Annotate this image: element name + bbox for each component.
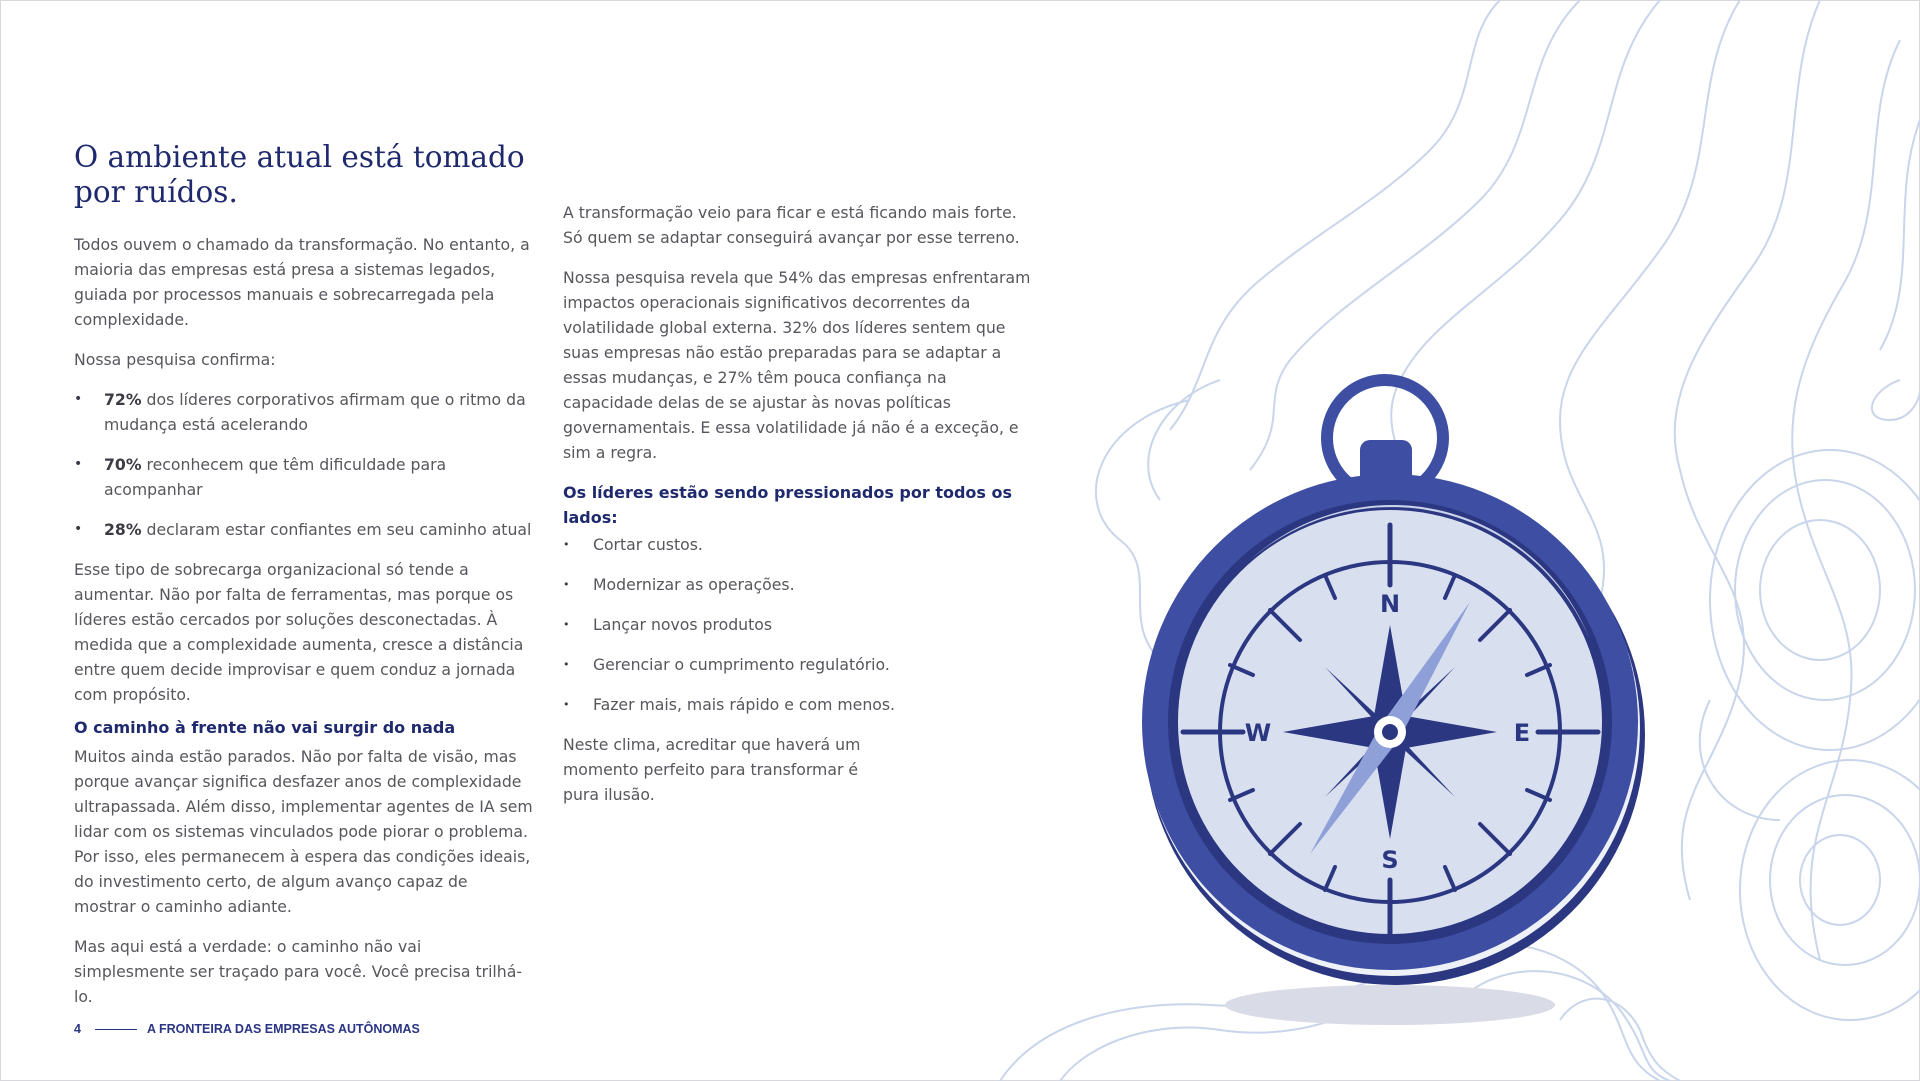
page-number: 4: [74, 1022, 81, 1036]
bullet-icon: •: [74, 391, 83, 407]
pressure-item: [563, 612, 1033, 637]
compass-south-label: S: [1381, 846, 1399, 874]
bullet-icon: •: [563, 618, 570, 631]
stat-value: 72%: [104, 390, 142, 409]
compass-west-label: W: [1244, 719, 1272, 747]
page-title: O ambiente atual está tomado por ruídos.: [74, 140, 525, 209]
research-paragraph: Nossa pesquisa revela que 54% das empresas enfrentaram impactos operacionais significativos decorrentes da volatilidade global externa. 32% dos líderes sentem que suas empresas não estão preparadas para se adaptar a essas mudanças, e 27% têm pouca confiança na capacidade delas de se ajustar às novas políticas governamentais. E essa volatilidade já não é a exceção, e sim a regra.: [563, 268, 1031, 462]
stat-value: 28%: [104, 520, 142, 539]
compass-east-label: E: [1513, 719, 1531, 747]
research-lead: Nossa pesquisa confirma:: [74, 350, 276, 369]
pressure-item: [563, 532, 1033, 557]
stat-item: [74, 387, 534, 437]
pressure-text: Lançar novos produtos: [593, 615, 773, 634]
stats-list: [74, 387, 534, 542]
intro-paragraph: Todos ouvem o chamado da transformação. No entanto, a maioria das empresas está presa a sistemas legados, guiada por processos manuais e sobrecarregada pela complexidade.: [74, 235, 530, 329]
pressure-list: [563, 532, 1033, 717]
stat-text: declaram estar confiantes em seu caminho atual: [141, 520, 532, 539]
page-footer: [74, 1022, 420, 1036]
pressure-heading: Os líderes estão sendo pressionados por todos os lados:: [563, 483, 1013, 527]
stat-text: dos líderes corporativos afirmam que o ritmo da mudança está acelerando: [104, 390, 526, 434]
stuck-paragraph: Muitos ainda estão parados. Não por falta de visão, mas porque avançar significa desfazer anos de complexidade ultrapassada. Além disso, implementar agentes de IA sem lidar com os sistemas vinculados pode piorar o problema. Por isso, eles permanecem à espera das condições ideais, do investimento certo, de algum avanço capaz de mostrar o caminho adiante.: [74, 747, 533, 916]
pressure-item: [563, 572, 1033, 597]
closing-paragraph: Neste clima, acreditar que haverá um momento perfeito para transformar é pura ilusão.: [563, 735, 861, 804]
bullet-icon: •: [74, 456, 83, 472]
compass-shadow: [1225, 985, 1555, 1025]
pressure-item: [563, 692, 1033, 717]
footer-title: A FRONTEIRA DAS EMPRESAS AUTÔNOMAS: [146, 1022, 420, 1036]
bullet-icon: •: [563, 658, 570, 671]
compass-north-label: N: [1379, 590, 1401, 618]
left-column: [74, 140, 534, 1024]
bullet-icon: •: [563, 698, 570, 711]
bullet-icon: •: [74, 521, 83, 537]
bullet-icon: •: [563, 578, 570, 591]
overload-paragraph: Esse tipo de sobrecarga organizacional só tende a aumentar. Não por falta de ferramentas, mas porque os líderes estão cercados por soluções desconectadas. À medida que a complexidade aumenta, cresce a distância entre quem decide improvisar e quem conduz a jornada com propósito.: [74, 560, 524, 704]
stat-item: [74, 452, 534, 502]
truth-paragraph: Mas aqui está a verdade: o caminho não vai simplesmente ser traçado para você. Você precisa trilhá-lo.: [74, 937, 523, 1006]
bullet-icon: •: [563, 538, 570, 551]
stat-value: 70%: [104, 455, 142, 474]
stat-item: [74, 517, 534, 542]
pressure-text: Modernizar as operações.: [593, 575, 795, 594]
path-subheading: O caminho à frente não vai surgir do nada: [74, 718, 456, 737]
pressure-text: Gerenciar o cumprimento regulatório.: [593, 655, 890, 674]
compass-illustration: [1110, 370, 1650, 1030]
footer-rule: [95, 1029, 137, 1030]
middle-column: [563, 200, 1033, 822]
opening-paragraph: A transformação veio para ficar e está ficando mais forte. Só quem se adaptar conseguirá avançar por esse terreno.: [563, 203, 1020, 247]
pressure-text: Fazer mais, mais rápido e com menos.: [593, 695, 896, 714]
pressure-text: Cortar custos.: [593, 535, 703, 554]
pressure-item: [563, 652, 1033, 677]
stat-text: reconhecem que têm dificuldade para acompanhar: [104, 455, 447, 499]
